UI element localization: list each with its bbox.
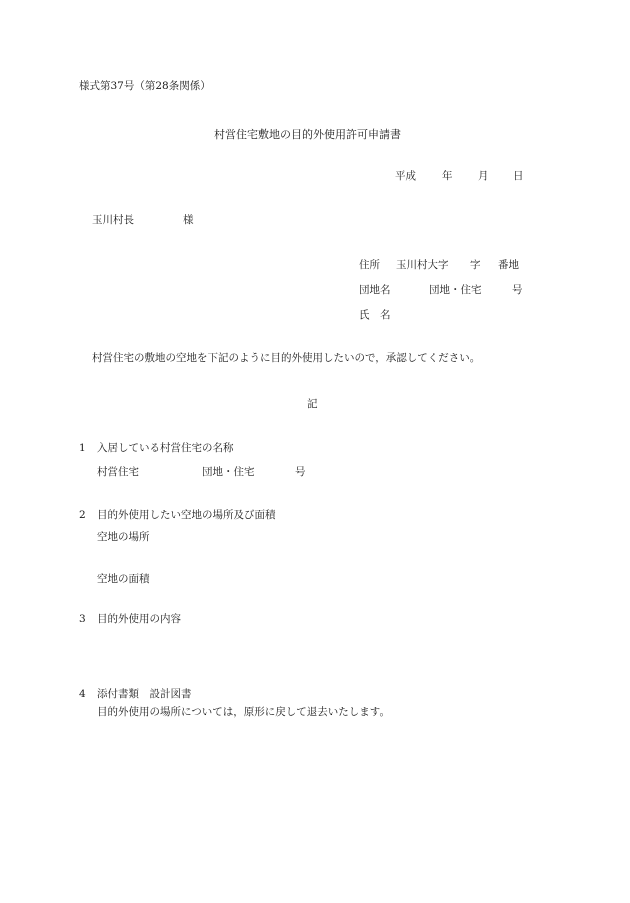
item-heading: 添付書類 設計図書: [97, 688, 192, 700]
estate-label: 団地名: [359, 284, 391, 296]
ki-heading: 記: [307, 398, 318, 410]
date-era: 平成: [395, 170, 416, 182]
item-heading: 入居している村営住宅の名称: [97, 442, 234, 454]
vacant-place-label: 空地の場所: [97, 531, 150, 543]
housing-label: 村営住宅: [97, 466, 139, 478]
date-month-label: 月: [478, 170, 489, 182]
vacant-area-label: 空地の面積: [97, 573, 150, 585]
housing-go-label: 号: [295, 466, 306, 478]
request-text: 村営住宅の敷地の空地を下記のように目的外使用したいので，承認してください。: [92, 352, 481, 364]
date-day-label: 日: [513, 170, 524, 182]
name-label: 氏 名: [359, 309, 391, 321]
estate-go-label: 号: [512, 284, 523, 296]
restoration-note: 目的外使用の場所については，原形に戻して退去いたします。: [97, 706, 390, 718]
aza-label: 字: [470, 259, 481, 271]
item-number: 1: [79, 442, 86, 454]
item-number: 2: [79, 509, 86, 521]
item-heading: 目的外使用の内容: [97, 613, 181, 625]
form-number: 様式第37号（第28条関係）: [79, 80, 211, 92]
date-year-label: 年: [442, 170, 453, 182]
addressee-honorific: 様: [183, 214, 194, 226]
page-title: 村営住宅敷地の目的外使用許可申請書: [214, 128, 401, 141]
housing-estate: 団地・住宅: [202, 466, 255, 478]
item-number: 4: [79, 688, 86, 700]
addressee-name: 玉川村長: [92, 214, 134, 226]
address-label: 住所: [359, 259, 380, 271]
item-number: 3: [79, 613, 86, 625]
banchi-label: 番地: [498, 259, 519, 271]
estate-value: 団地・住宅: [429, 284, 482, 296]
item-heading: 目的外使用したい空地の場所及び面積: [97, 509, 276, 521]
address-value: 玉川村大字: [396, 259, 449, 271]
